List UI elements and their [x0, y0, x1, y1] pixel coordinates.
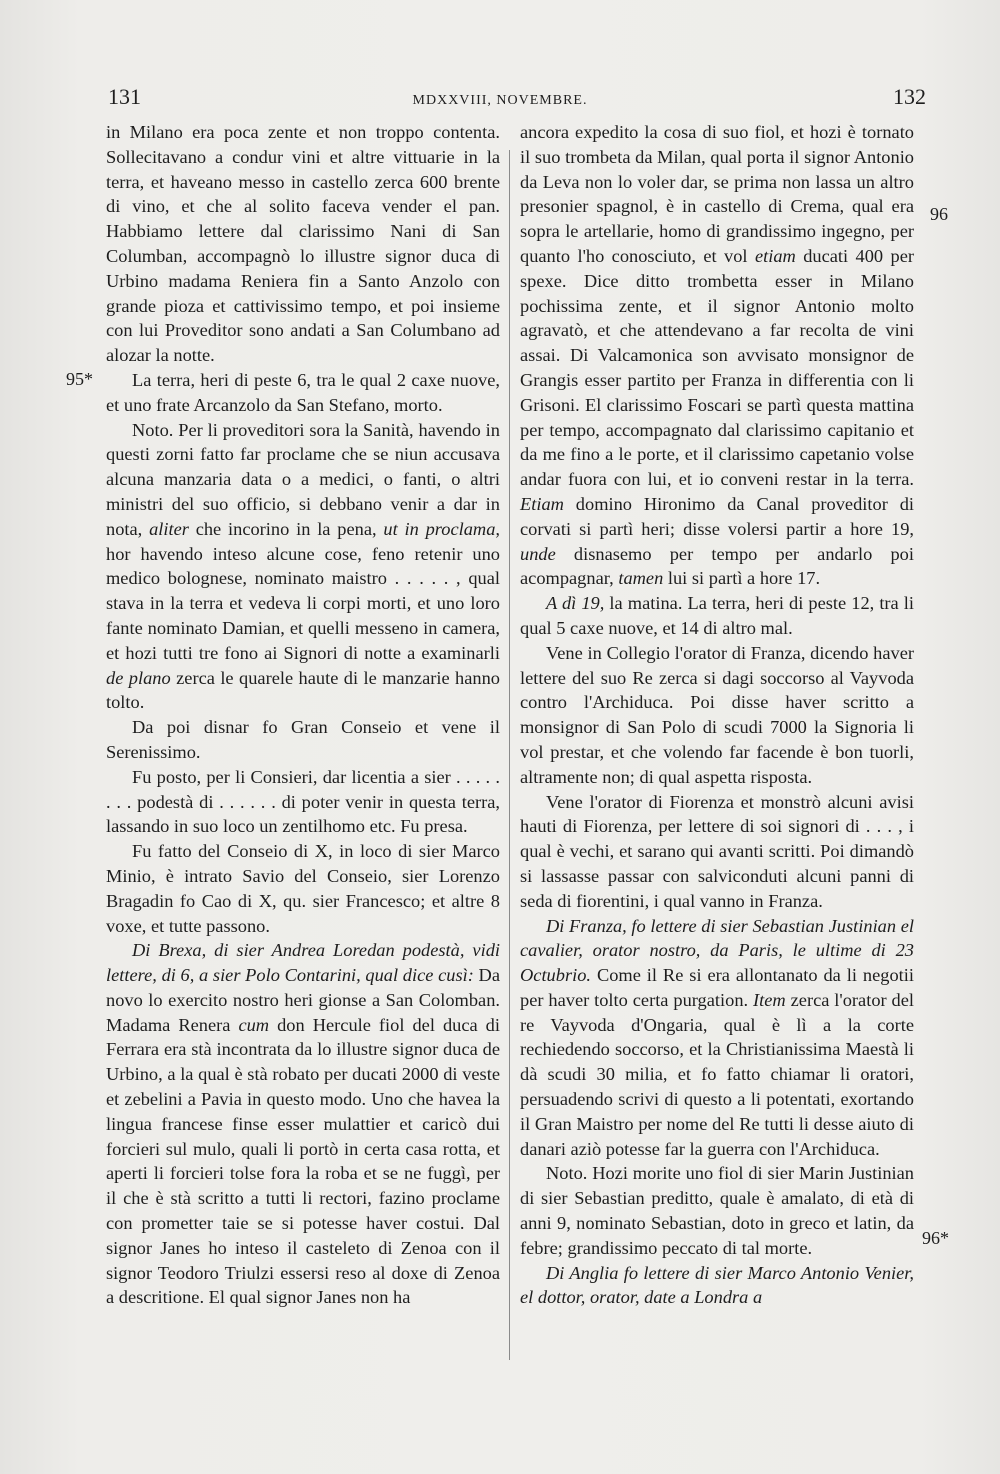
margin-note-95: 95*: [66, 369, 93, 389]
right-paragraph: [520, 790, 914, 914]
text-run: Fu fatto del Conseio di X, in loco di sier Marco Minio, è intrato Savio del Conseio, sier Lorenzo Bragadin fo Cao di X, qu. sier Francesco; et altre 8 voxe, et tutte passono.: [106, 841, 500, 936]
italic-text: Di Brexa, di sier Andrea Loredan podestà, vidi lettere, di 6, a sier Polo Contarini, qual dice cusì:: [106, 940, 500, 986]
text-run: La terra, heri di peste 6, tra le qual 2 caxe nuove, et uno frate Arcanzolo da San Stefano, morto.: [106, 369, 500, 415]
text-run: Noto. Hozi morite uno fiol di sier Marin Justinian di sier Sebastian preditto, quale è amalato, di età di anni 9, nominato Sebastian, doto in greco et latin, da febre; grandissimo peccato di tal morte.: [520, 1163, 914, 1258]
text-run: Da novo lo exercito nostro heri gionse a San Colomban. Madama Renera: [106, 965, 500, 1035]
margin-note-96: 96: [930, 204, 948, 224]
italic-text: A dì 19,: [546, 593, 605, 614]
text-run: hor havendo inteso alcune cose, feno retenir uno medico bolognese, nominato maistro . . . . . , qual stava in la terra et vedeva li corpi morti, et uno loro fante nominato Damian, et quelli messeno in camera, et hozi tutti tre fono ai Signori di notte a examinarli: [106, 543, 500, 663]
margin-note-96b: 96*: [922, 1228, 949, 1248]
page-number-left: 131: [108, 84, 141, 109]
right-paragraph: [520, 1161, 914, 1260]
left-paragraph: [106, 120, 500, 368]
italic-text: aliter: [149, 518, 189, 539]
left-paragraph: [106, 839, 500, 938]
right-paragraph: [520, 641, 914, 790]
right-paragraph: [520, 120, 914, 591]
text-run: la matina. La terra, heri di peste 12, tra li qual 5 caxe nuove, et 14 di altro mal.: [520, 593, 915, 638]
text-run: Fu posto, per li Consieri, dar licentia a sier . . . . . . . . podestà di . . . . . . di poter venir in questa terra, lassando in suo loco un zentilhomo etc. Fu presa.: [106, 766, 500, 837]
text-run: domino Hironimo da Canal proveditor di corvati si partì heri; disse volersi partir a hore 19,: [520, 493, 914, 539]
italic-text: unde: [520, 543, 556, 564]
italic-text: Di Anglia fo lettere di sier Marco Antonio Venier, el dottor, orator, date a Londra a: [520, 1262, 914, 1308]
left-paragraph: [106, 368, 500, 418]
italic-text: cum: [238, 1014, 270, 1035]
column-divider: [509, 150, 510, 1360]
left-paragraph: [106, 765, 500, 839]
left-paragraph: [106, 418, 500, 716]
text-run: Da poi disnar fo Gran Conseio et vene il Serenissimo.: [106, 717, 500, 762]
left-paragraph: [106, 938, 500, 1310]
text-run: Vene l'orator di Fiorenza et monstrò alcuni avisi hauti di Fiorenza, per lettere di soi signori di . . . , i qual è vechi, et sarano qui avanti scritti. Poi dimandò si lassasse passar con salviconduti alcuni panni di seda di fiorentini, i qual vanno in Franza.: [520, 791, 914, 911]
text-run: Vene in Collegio l'orator di Franza, dicendo haver lettere del suo Re zerca si dagi soccorso al Vayvoda contro l'Archiduca. Poi disse haver scritto a monsignor di San Polo di scudi 7000 la Signoria li vol prestar, et che volendo far facende è bon tuorli, altramente non; di qual aspetta risposta.: [520, 642, 914, 787]
right-paragraph: [520, 591, 914, 641]
text-run: Noto. Per li proveditori sora la Sanità, havendo in questi zorni fatto far proclame che se niun accusava alcuna manzaria data o a medici, o fanti, o altri ministri del suo officio, si debbano venir a dar in nota,: [106, 419, 500, 539]
italic-text: Item: [753, 989, 786, 1010]
left-column: [106, 120, 500, 1310]
text-run: zerca le quarele haute di le manzarie hanno tolto.: [106, 667, 500, 713]
italic-text: etiam: [754, 245, 796, 266]
italic-text: ut in proclama,: [383, 518, 500, 539]
italic-text: tamen: [618, 568, 664, 589]
text-run: Come il Re si era allontanato da li negotii per haver tolto certa purgation.: [520, 965, 914, 1010]
text-run: che incorino in la pena,: [188, 518, 384, 539]
text-run: ancora expedito la cosa di suo fiol, et hozi è tornato il suo trombeta da Milan, qual porta il signor Antonio da Leva non lo voler dar, se prima non lassa un altro presonier spagnol, è in castello di Crema, qual era sopra le artellarie, homo di grandissimo ingegno, per quanto l'ho conosciuto, et vol: [520, 122, 914, 266]
text-run: in Milano era poca zente et non troppo contenta. Sollecitavano a condur vini et altre vittuarie in la terra, et haveano messo in castello zerca 600 brente di vino, et che al solito faceva vender el pan. Habbiamo lettere dal clarissimo Nani di San Columban, accompagnò lo illustre signor duca di Urbino madama Reniera fin a Santo Anzolo con grande pioza et cattivissimo tempo, et poi insieme con lui Proveditor sono andati a San Columbano ad alozar la notte.: [106, 122, 500, 366]
italic-text: de plano: [106, 667, 171, 688]
right-paragraph: [520, 914, 914, 1162]
running-header: MDXXVIII, NOVEMBRE.: [412, 93, 588, 108]
right-paragraph: [520, 1261, 914, 1311]
left-paragraph: [106, 715, 500, 765]
italic-text: Di Franza, fo lettere di sier Sebastian Justinian el cavalier, orator nostro, da Paris, le ultime di 23 Octubrio.: [520, 915, 914, 986]
italic-text: Etiam: [520, 493, 564, 514]
text-run: lui si partì a hore 17.: [663, 568, 821, 589]
right-column: [520, 120, 914, 1310]
text-run: zerca l'orator del re Vayvoda d'Ongaria, qual è lì a la corte rechiedendo soccorso, et la Christianissima Maestà li dà scudi 30 milia, et fo fatto chiamar li oratori, persuadendo scrivi di questo a li potentati, exortando il Gran Maistro per nome del Re tutti li desse aiuto di danari aziò potesse far la guerra con l'Archiduca.: [520, 989, 915, 1159]
text-run: ducati 400 per spexe. Dice ditto trombetta esser in Milano pochissima zente, et il signor Antonio molto agravatò, et che attendevano a far recolta de vini assai. Di Valcamonica son avvisato monsignor de Grangis esser partito per Franza in differentia con li Grisoni. El clarissimo Foscari se partì questa mattina per tempo, accompagnato dal clarissimo capitanio et da me fino a le porte, et il clarissimo capetanio volse andar fuora con lui, et io conveni restar in la terra.: [520, 245, 915, 490]
text-run: disnasemo per tempo per andarlo poi acompagnar,: [520, 543, 914, 589]
page-number-right: 132: [893, 84, 926, 109]
text-run: don Hercule fiol del duca di Ferrara era stà incontrata da lo illustre signor duca de Urbino, a la qual è stà robato per ducati 2000 di veste et zebelini a Pavia in questo modo. Uno che havea la lingua francese finse esser mulattier et caricò dui forcieri sul mulo, quali li portò in certa casa rotta, et aperti li forcieri tolse fora la roba et se ne fuggì, per il che è stà scritto a tutti li rectori, fazino proclame con prometter taie se si potesse haver costui. Dal signor Janes ho inteso il casteleto di Zenoa con il signor Teodoro Triulzi essersi reso al doxe di Zenoa a descritione. El qual signor Janes non ha: [106, 1014, 500, 1308]
